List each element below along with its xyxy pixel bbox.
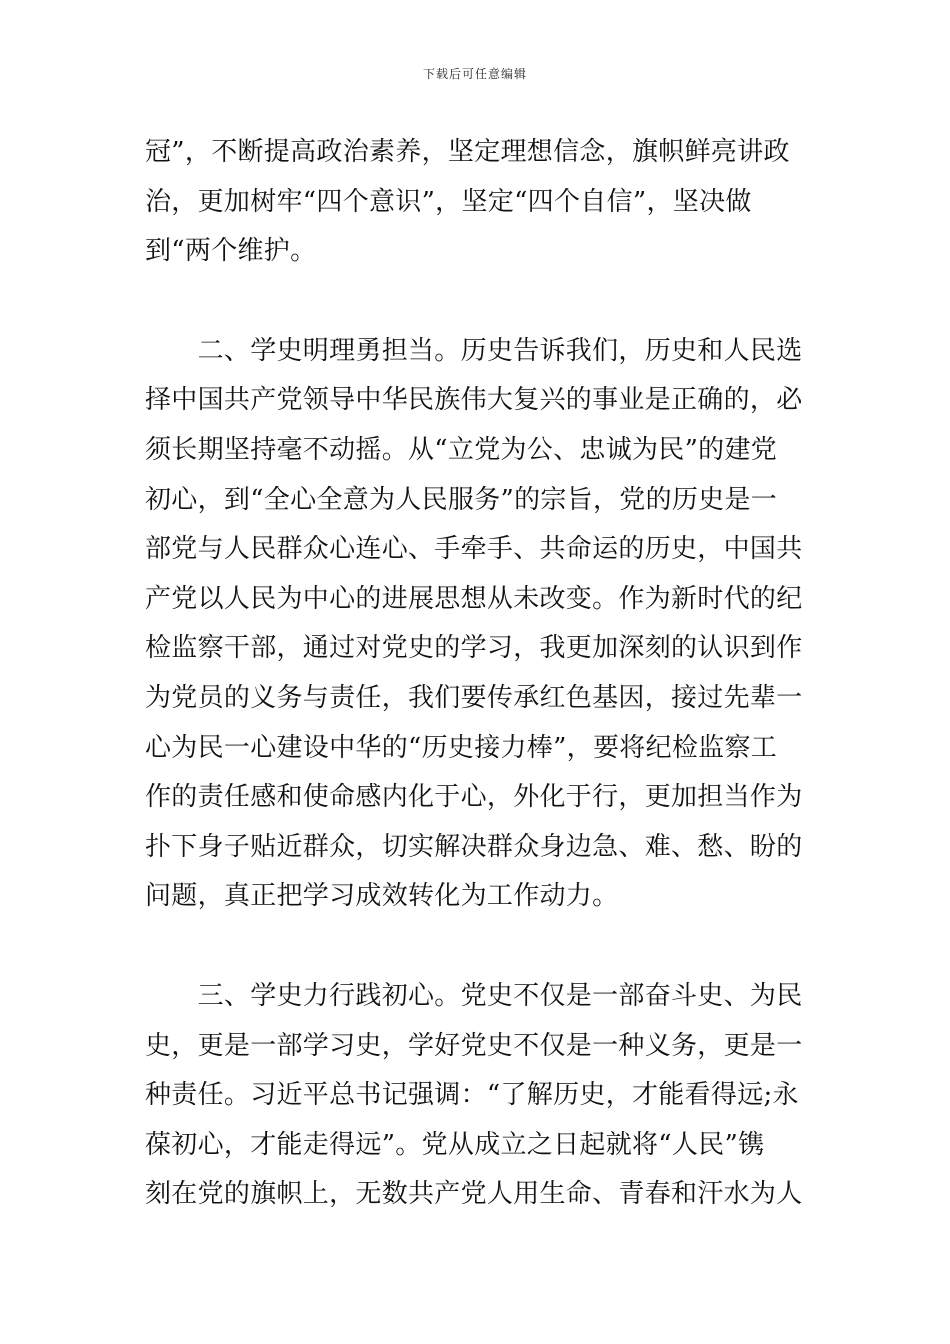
text-line: 须长期坚持毫不动摇。从“立党为公、忠诚为民”的建党: [145, 434, 778, 465]
text-line: 检监察干部，通过对党史的学习，我更加深刻的认识到作: [145, 633, 803, 664]
paragraph-continued: [145, 128, 810, 277]
text-line: 二、学史明理勇担当。历史告诉我们，历史和人民选: [145, 335, 803, 366]
text-line: 择中国共产党领导中华民族伟大复兴的事业是正确的，必: [145, 385, 803, 416]
text-line: 治，更加树牢“四个意识”，坚定“四个自信”，坚决做: [145, 186, 752, 217]
text-line: 部党与人民群众心连心、手牵手、共命运的历史，中国共: [145, 534, 803, 565]
paragraph-section-two: [145, 327, 810, 922]
text-line: 三、学史力行践初心。党史不仅是一部奋斗史、为民: [145, 980, 803, 1011]
text-line: 问题，真正把学习成效转化为工作动力。: [145, 881, 619, 912]
text-line: 种责任。习近平总书记强调：“了解历史，才能看得远;永: [145, 1080, 799, 1111]
text-line: 作的责任感和使命感内化于心，外化于行，更加担当作为: [145, 782, 803, 813]
page-header: 下载后可任意编辑: [422, 67, 527, 81]
text-line: 为党员的义务与责任，我们要传承红色基因，接过先辈一: [145, 682, 803, 713]
text-line: 扑下身子贴近群众，切实解决群众身边急、难、愁、盼的: [145, 831, 803, 862]
document-body: [145, 128, 810, 1220]
text-line: 到“两个维护。: [145, 236, 317, 267]
text-line: 产党以人民为中心的进展思想从未改变。作为新时代的纪: [145, 583, 803, 614]
text-line: 初心，到“全心全意为人民服务”的宗旨，党的历史是一: [145, 484, 778, 515]
text-line: 冠”，不断提高政治素养，坚定理想信念，旗帜鲜亮讲政: [145, 137, 790, 167]
text-line: 心为民一心建设中华的“历史接力棒”，要将纪检监察工: [145, 732, 778, 763]
paragraph-section-three: [145, 972, 810, 1220]
text-line: 葆初心，才能走得远”。党从成立之日起就将“人民”镌: [145, 1129, 765, 1160]
text-line: 史，更是一部学习史，学好党史不仅是一种义务，更是一: [145, 1030, 803, 1061]
text-line: 刻在党的旗帜上，无数共产党人用生命、青春和汗水为人: [145, 1179, 803, 1210]
